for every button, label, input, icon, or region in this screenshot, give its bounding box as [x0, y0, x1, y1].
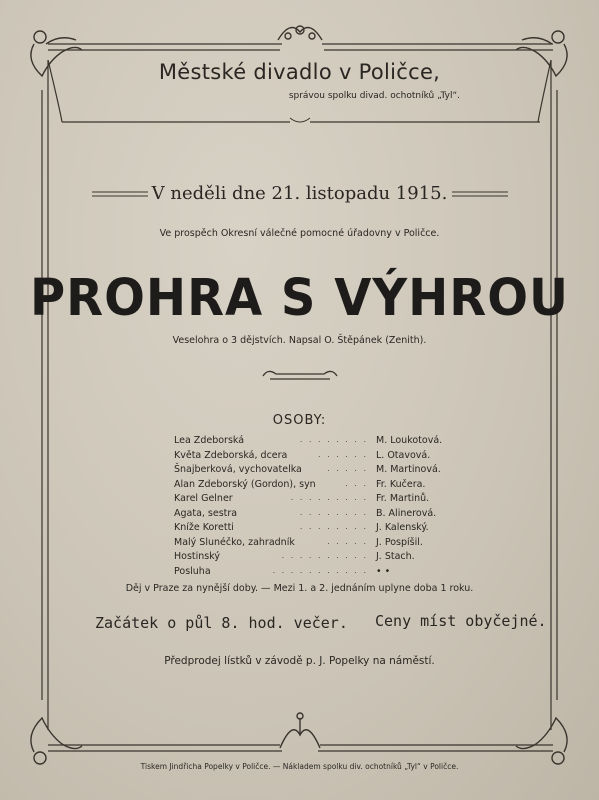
cast-role: Šnajberková, vychovatelka: [174, 464, 302, 475]
leader-dots: . . . . . . . . .: [290, 493, 368, 502]
cast-actor: B. Alinerová.: [376, 507, 437, 519]
setting-note: Děj v Praze za nynější doby. — Mezi 1. a 2. jednáním uplyne doba 1 roku.: [125, 583, 474, 594]
top-center-ornament: [278, 26, 322, 40]
printer-imprint: Tiskem Jindřicha Popelky v Poličce. — Nákladem spolku div. ochotníků „Tyl“ v Poličce.: [140, 762, 459, 771]
cast-role: Karel Gelner: [174, 493, 233, 504]
leader-dots: . . . . . . . . . .: [281, 551, 368, 560]
cast-row: [174, 566, 464, 581]
cast-role: Kníže Koretti: [174, 522, 234, 533]
cast-row: [174, 464, 464, 479]
persons-heading: OSOBY:: [272, 413, 327, 428]
cast-actor: J. Pospíšil.: [376, 536, 423, 548]
performance-date: V neděli dne 21. listopadu 1915.: [151, 183, 448, 204]
cast-list: [174, 435, 464, 580]
theatre-name: Městské divadlo v Poličce,: [158, 60, 441, 84]
divider-ornament: [263, 371, 337, 379]
corner-ornament-bottom-left: [31, 718, 82, 764]
leader-dots: . . . . . . . .: [299, 507, 368, 517]
leader-dots: . . . . . . . .: [299, 522, 368, 531]
cast-actor: J. Stach.: [376, 551, 415, 562]
cast-role: Hostinský: [174, 551, 221, 562]
cast-role: Květa Zdeborská, dcera: [174, 449, 288, 461]
corner-ornament-bottom-right: [516, 718, 567, 764]
cast-actor: L. Otavová.: [376, 449, 431, 461]
cast-actor: M. Martinová.: [376, 464, 441, 475]
cast-role: Lea Zdeborská: [174, 435, 245, 446]
cast-row: [174, 551, 464, 566]
cast-row: [174, 493, 464, 508]
cast-role: Agata, sestra: [174, 507, 238, 519]
cast-row: [174, 522, 464, 537]
leader-dots: . . . . . . . . . . .: [272, 565, 368, 575]
ticket-prices: Ceny míst obyčejné.: [375, 612, 547, 630]
benefit-line: Ve prospěch Okresní válečné pomocné úřadovny v Poličce.: [159, 228, 440, 239]
leader-dots: . . . . .: [327, 536, 368, 546]
cast-actor: Fr. Kučera.: [376, 478, 426, 490]
cast-role: Malý Slunéčko, zahradník: [174, 536, 295, 548]
cast-actor: J. Kalenský.: [376, 522, 429, 533]
management-line: správou spolku divad. ochotníků „Tyl“.: [288, 91, 460, 101]
bottom-center-ornament: [280, 713, 320, 748]
cast-row: [174, 435, 464, 450]
presale-note: Předprodej lístků v závodě p. J. Popelky na náměstí.: [164, 655, 435, 667]
cast-actor: • •: [376, 565, 391, 577]
start-time: Začátek o půl 8. hod. večer.: [95, 614, 348, 632]
cast-role: Posluha: [174, 565, 211, 577]
leader-dots: . . . . . . . .: [299, 435, 368, 444]
cast-role: Alan Zdeborský (Gordon), syn: [174, 478, 316, 490]
cast-row: [174, 508, 464, 523]
leader-dots: . . . . .: [327, 464, 368, 473]
cast-row: [174, 450, 464, 465]
play-title: PROHRA S VÝHROU: [29, 268, 570, 328]
leader-dots: . . .: [345, 478, 368, 488]
play-subtitle: Veselohra o 3 dějstvích. Napsal O. Štěpánek (Zenith).: [172, 335, 427, 346]
cast-row: [174, 537, 464, 552]
cast-actor: M. Loukotová.: [376, 435, 443, 446]
cast-actor: Fr. Martinů.: [376, 493, 430, 504]
leader-dots: . . . . . .: [318, 449, 368, 459]
cast-row: [174, 479, 464, 494]
